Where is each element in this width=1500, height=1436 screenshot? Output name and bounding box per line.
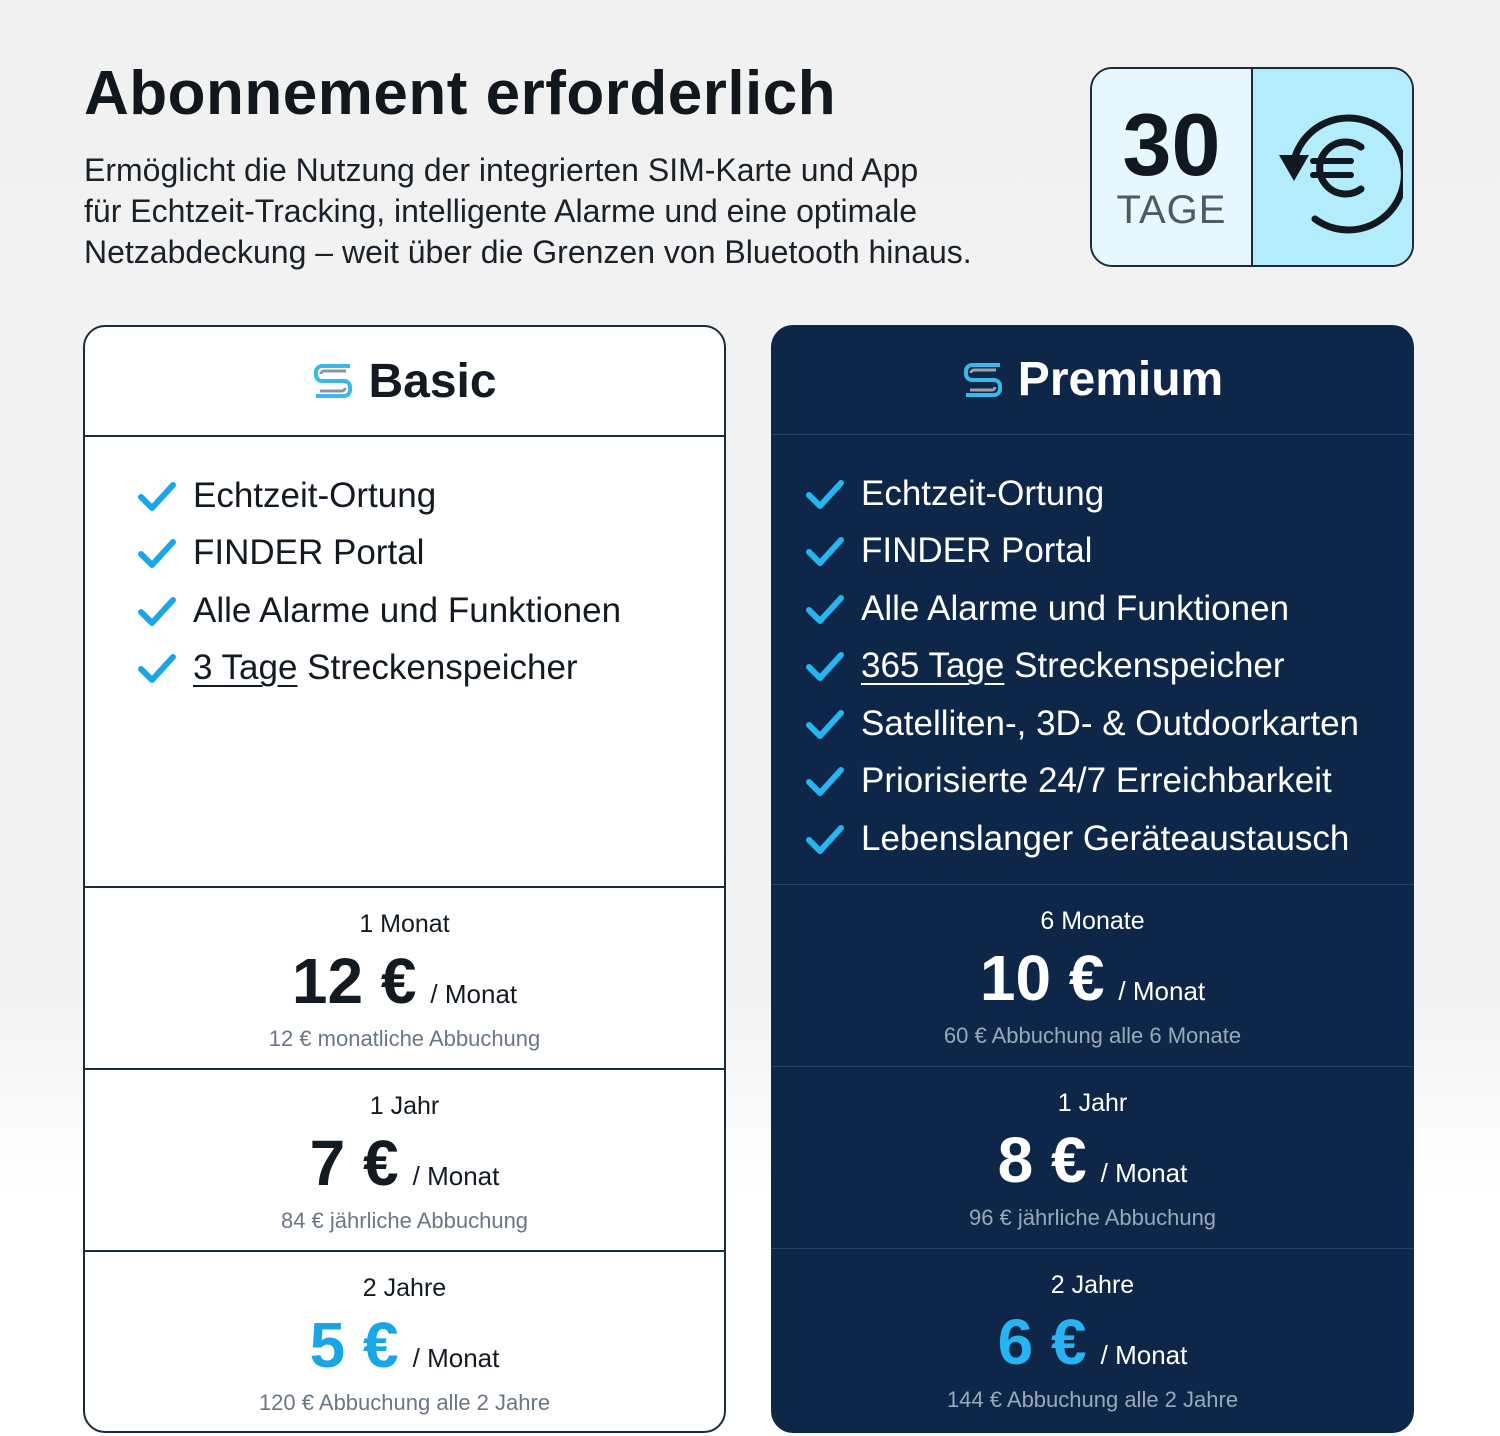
feature-item — [805, 810, 1414, 868]
tier-per: / Monat — [1100, 1340, 1188, 1370]
check-icon — [805, 704, 845, 744]
plan-name: Basic — [368, 354, 497, 408]
feature-label — [193, 648, 578, 688]
price-tier[interactable] — [85, 1068, 724, 1250]
feature-item — [805, 523, 1414, 581]
feature-item — [805, 580, 1414, 638]
tier-period: 2 Jahre — [362, 1274, 447, 1302]
feature-label-rest: Streckenspeicher — [297, 648, 578, 688]
feature-label-rest: Streckenspeicher — [1004, 646, 1285, 686]
tier-price-row — [85, 1126, 724, 1200]
tier-price-row — [771, 1123, 1414, 1197]
check-icon — [137, 591, 177, 631]
check-icon — [805, 646, 845, 686]
check-icon — [805, 761, 845, 801]
plan-name: Premium — [1017, 353, 1224, 406]
tier-per: / Monat — [412, 1343, 500, 1373]
tier-note: 84 € jährliche Abbuchung — [280, 1208, 529, 1233]
brand-logo-icon — [962, 359, 1004, 401]
feature-label: FINDER Portal — [193, 533, 425, 573]
feature-label: Alle Alarme und Funktionen — [861, 588, 1290, 628]
tier-note: 120 € Abbuchung alle 2 Jahre — [258, 1390, 551, 1415]
badge-days — [1092, 69, 1253, 265]
plan-header — [85, 327, 724, 437]
feature-highlight: 3 Tage — [193, 648, 298, 688]
tier-price-row — [85, 944, 724, 1018]
tier-price: 6 € — [997, 1306, 1087, 1378]
feature-list — [85, 437, 724, 886]
feature-item — [805, 465, 1414, 523]
price-tier[interactable] — [85, 1250, 724, 1416]
feature-item — [137, 640, 724, 698]
plan-card-basic[interactable] — [83, 325, 726, 1433]
check-icon — [805, 589, 845, 629]
price-tier[interactable] — [771, 1248, 1414, 1413]
tier-period: 2 Jahre — [1050, 1271, 1135, 1299]
feature-list — [771, 435, 1414, 884]
check-icon — [805, 474, 845, 514]
subtitle-line: für Echtzeit-Tracking, intelligente Alarme und eine optimale — [84, 193, 918, 229]
page-subtitle — [84, 150, 1084, 273]
check-icon — [137, 533, 177, 573]
feature-label — [861, 646, 1285, 686]
price-tier[interactable] — [85, 886, 724, 1068]
check-icon — [137, 476, 177, 516]
feature-item — [805, 753, 1414, 811]
page-title: Abonnement erforderlich — [84, 59, 837, 128]
tier-period: 1 Jahr — [369, 1092, 440, 1120]
check-icon — [805, 819, 845, 859]
check-icon — [805, 531, 845, 571]
tier-price-row — [85, 1308, 724, 1382]
price-tier[interactable] — [771, 884, 1414, 1066]
tier-price: 5 € — [309, 1309, 399, 1381]
feature-label: Lebenslanger Geräteaustausch — [861, 818, 1350, 858]
plan-header — [771, 325, 1414, 435]
tier-period: 6 Monate — [1040, 907, 1145, 935]
feature-label: Satelliten-, 3D- & Outdoorkarten — [861, 703, 1360, 743]
badge-icon-panel — [1253, 69, 1412, 265]
price-tier[interactable] — [771, 1066, 1414, 1248]
badge-unit: TAGE — [1116, 188, 1227, 232]
tier-period: 1 Monat — [359, 910, 450, 938]
check-icon — [137, 648, 177, 688]
tier-note: 96 € jährliche Abbuchung — [968, 1205, 1217, 1230]
feature-label: FINDER Portal — [861, 531, 1093, 571]
tier-price: 10 € — [979, 942, 1105, 1014]
feature-highlight: 365 Tage — [861, 646, 1005, 686]
subtitle-line: Netzabdeckung – weit über die Grenzen von Bluetooth hinaus. — [84, 234, 972, 270]
tier-note: 144 € Abbuchung alle 2 Jahre — [946, 1387, 1239, 1412]
tier-per: / Monat — [430, 979, 518, 1009]
feature-label: Echtzeit-Ortung — [193, 475, 437, 515]
tier-per: / Monat — [1100, 1158, 1188, 1188]
tier-note: 60 € Abbuchung alle 6 Monate — [943, 1023, 1242, 1048]
tier-period: 1 Jahr — [1057, 1089, 1128, 1117]
brand-logo-icon — [312, 360, 354, 402]
feature-label: Echtzeit-Ortung — [861, 473, 1105, 513]
feature-item — [805, 638, 1414, 696]
tier-per: / Monat — [412, 1161, 500, 1191]
feature-label: Priorisierte 24/7 Erreichbarkeit — [861, 761, 1332, 801]
tier-per: / Monat — [1118, 976, 1206, 1006]
tier-price: 8 € — [997, 1124, 1087, 1196]
feature-item — [137, 525, 724, 583]
euro-refund-icon — [1263, 97, 1403, 237]
plan-card-premium[interactable] — [771, 325, 1414, 1433]
feature-label: Alle Alarme und Funktionen — [193, 590, 622, 630]
subtitle-line: Ermöglicht die Nutzung der integrierten SIM-Karte und App — [84, 152, 919, 188]
feature-item — [137, 582, 724, 640]
feature-item — [137, 467, 724, 525]
tier-price-row — [771, 941, 1414, 1015]
badge-number: 30 — [1122, 95, 1221, 194]
tier-price: 12 € — [291, 945, 417, 1017]
tier-price: 7 € — [309, 1127, 399, 1199]
tier-note: 12 € monatliche Abbuchung — [268, 1026, 541, 1051]
tier-price-row — [771, 1305, 1414, 1379]
refund-badge — [1090, 67, 1414, 267]
feature-item — [805, 695, 1414, 753]
